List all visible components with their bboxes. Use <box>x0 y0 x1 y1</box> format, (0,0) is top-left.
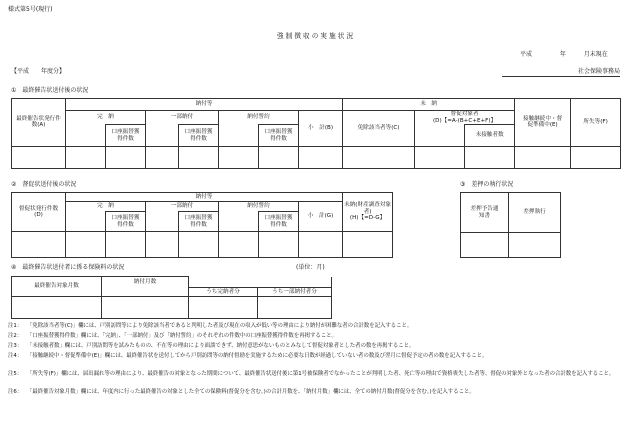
of-complete-header: うち完納者分 <box>189 288 258 297</box>
section4-table <box>11 276 332 319</box>
section3-table <box>460 192 561 258</box>
pledge-header-2: 納付誓約 <box>219 202 299 212</box>
input-cell[interactable] <box>343 146 415 168</box>
note-2 <box>8 333 626 340</box>
note-text: 「免除該当者等(C)」欄には、戸別訪問等により免除該当者であると判明した者及び現在の収入が低い等の理由により納付が困難な者の合計数を記入すること。 <box>27 323 413 329</box>
input-cell[interactable] <box>509 233 561 258</box>
partial-header-2: 一部納付 <box>146 202 219 212</box>
input-cell[interactable] <box>66 232 106 258</box>
section3-heading: ③ 差押の執行状況 <box>460 181 514 188</box>
section2-table <box>11 192 393 258</box>
subtotal-g-header: 小 計(G) <box>299 202 343 232</box>
input-cell[interactable] <box>146 146 179 168</box>
input-cell[interactable] <box>102 297 189 319</box>
paid-group-header: 納付等 <box>66 99 343 111</box>
note-label: 注5： <box>8 371 23 377</box>
note-6 <box>8 389 626 396</box>
note-text: 「未接触者数」欄には、戸別訪問等を試みたものの、不在等の理由により面談できず、納付意思がないものとみなして督促対象者とした者の数を再掲すること。 <box>27 343 415 349</box>
input-cell[interactable] <box>515 146 571 168</box>
office-name: 社会保険事務局 <box>502 68 620 77</box>
complete-header-2: 完 納 <box>66 202 146 212</box>
input-cell[interactable] <box>189 297 258 319</box>
input-cell[interactable] <box>12 297 102 319</box>
note-text: 「所失等(F)」欄には、届出漏れ等の理由により、最終催告の対象となった期間について、最終催告状送付後に第1号被保険者でなかったことが判明した者、死亡等の理由で資格喪失した者等、督促の対象外となった者の合計数を記入すること。 <box>27 371 615 377</box>
fiscal-year: 【平成 年度分】 <box>11 68 66 75</box>
prompt-target-label: 督促対象者 <box>450 111 479 118</box>
input-cell[interactable] <box>146 232 179 258</box>
note-5 <box>8 371 626 378</box>
page-title: 強 制 徴 収 の 実 施 状 況 <box>276 32 354 40</box>
unpaid-property-label: 未納(財産調査対象者) <box>344 202 392 215</box>
note-label: 注1： <box>8 323 23 329</box>
note-1 <box>8 323 626 330</box>
partial-transfer-header: 口座振替獲得件数 <box>179 125 219 146</box>
input-cell[interactable] <box>219 232 259 258</box>
year-label: 年 <box>559 51 566 58</box>
note-3 <box>8 343 626 350</box>
input-cell[interactable] <box>179 146 219 168</box>
input-cell[interactable] <box>66 146 106 168</box>
input-cell[interactable] <box>106 232 146 258</box>
input-cell[interactable] <box>12 232 66 258</box>
input-cell[interactable] <box>106 146 146 168</box>
input-cell[interactable] <box>299 146 343 168</box>
note-label: 注6： <box>8 389 23 395</box>
complete-header: 完 納 <box>66 110 146 125</box>
contact-continue-header: 接触継続中・督促準備中(E) <box>515 99 571 147</box>
month-end-label: 月末現在 <box>583 51 608 58</box>
note-text: 「最終催告対象月数」欄には、年度内に行った最終催告の対象とした全ての保険料(督促分を含む。)の合計月数を、「納付月数」欄には、全ての納付月数(督促分を含む。)を記入すること。 <box>27 389 475 395</box>
note-4 <box>8 353 626 360</box>
uncontacted-header: 未接触者数 <box>465 125 515 146</box>
input-cell[interactable] <box>299 232 343 258</box>
complete-transfer-header: 口座振替獲得件数 <box>106 125 146 146</box>
input-cell[interactable] <box>415 146 465 168</box>
pledge-header: 納付誓約 <box>219 110 299 125</box>
input-cell[interactable] <box>343 232 393 258</box>
input-cell[interactable] <box>571 146 621 168</box>
input-cell[interactable] <box>461 233 509 258</box>
paid-months-header: 納付月数 <box>102 277 189 288</box>
input-cell[interactable] <box>219 146 259 168</box>
note-label: 注4： <box>8 353 23 359</box>
form-number: 様式第5号(現行) <box>8 6 53 13</box>
of-partial-header: うち一部納付者分 <box>258 288 332 297</box>
input-cell[interactable] <box>259 232 299 258</box>
prompt-formula: (D)【=A-(B+C+E+F)】 <box>432 117 497 124</box>
report-date <box>520 51 608 58</box>
note-text: 「接触継続中・督促準備中(E)」欄には、最終催告状を送付してから戸別訪問等の納付督励を実施するために必要な日数が経過していない者の数及び翌月に督促予定の者の数を記入すること。 <box>27 353 488 359</box>
partial-header: 一部納付 <box>146 110 219 125</box>
unpaid-property-header <box>343 193 393 232</box>
section1-table <box>11 98 621 169</box>
unit-label: (単位：月) <box>296 264 325 271</box>
prompt-notice-count-header: 督促状発行件数(D) <box>12 193 66 232</box>
seizure-notice-header: 差押予告通知書 <box>461 193 509 233</box>
section1-heading: ① 最終催告状送付後の状況 <box>11 87 89 94</box>
final-notice-count-header: 最終催告状発行件数(A) <box>12 99 66 147</box>
target-months-header: 最終催告対象月数 <box>12 277 102 297</box>
pledge-transfer-header-2: 口座振替獲得件数 <box>259 212 299 232</box>
input-cell[interactable] <box>465 146 515 168</box>
unpaid-formula: (H)【=D-G】 <box>349 215 386 222</box>
note-text: 「口座振替獲得件数」欄には、「完納」、「一部納付」及び「納付誓約」のそれぞれの件数中の口座振替獲得件数を再掲すること。 <box>27 333 337 339</box>
complete-transfer-header-2: 口座振替獲得件数 <box>106 212 146 232</box>
exempt-header: 免除該当者等(C) <box>343 110 415 146</box>
subtotal-b-header: 小 計(B) <box>299 110 343 146</box>
era-label: 平成 <box>520 51 533 58</box>
unpaid-group-header: 未 納 <box>343 99 515 111</box>
pledge-transfer-header: 口座振替獲得件数 <box>259 125 299 146</box>
input-cell[interactable] <box>258 297 332 319</box>
section2-heading: ② 督促状送付後の状況 <box>11 181 77 188</box>
seizure-execution-header: 差押執行 <box>509 193 561 233</box>
section4-heading: ④ 最終催告状送付者に係る保険料の状況 <box>11 264 125 271</box>
prompt-target-header <box>415 110 515 125</box>
note-label: 注3： <box>8 343 23 349</box>
note-label: 注2： <box>8 333 23 339</box>
input-cell[interactable] <box>179 232 219 258</box>
partial-transfer-header-2: 口座振替獲得件数 <box>179 212 219 232</box>
input-cell[interactable] <box>12 146 66 168</box>
whereabouts-unknown-header: 所失等(F) <box>571 99 621 147</box>
paid-group-header-2: 納付等 <box>66 193 343 202</box>
input-cell[interactable] <box>259 146 299 168</box>
